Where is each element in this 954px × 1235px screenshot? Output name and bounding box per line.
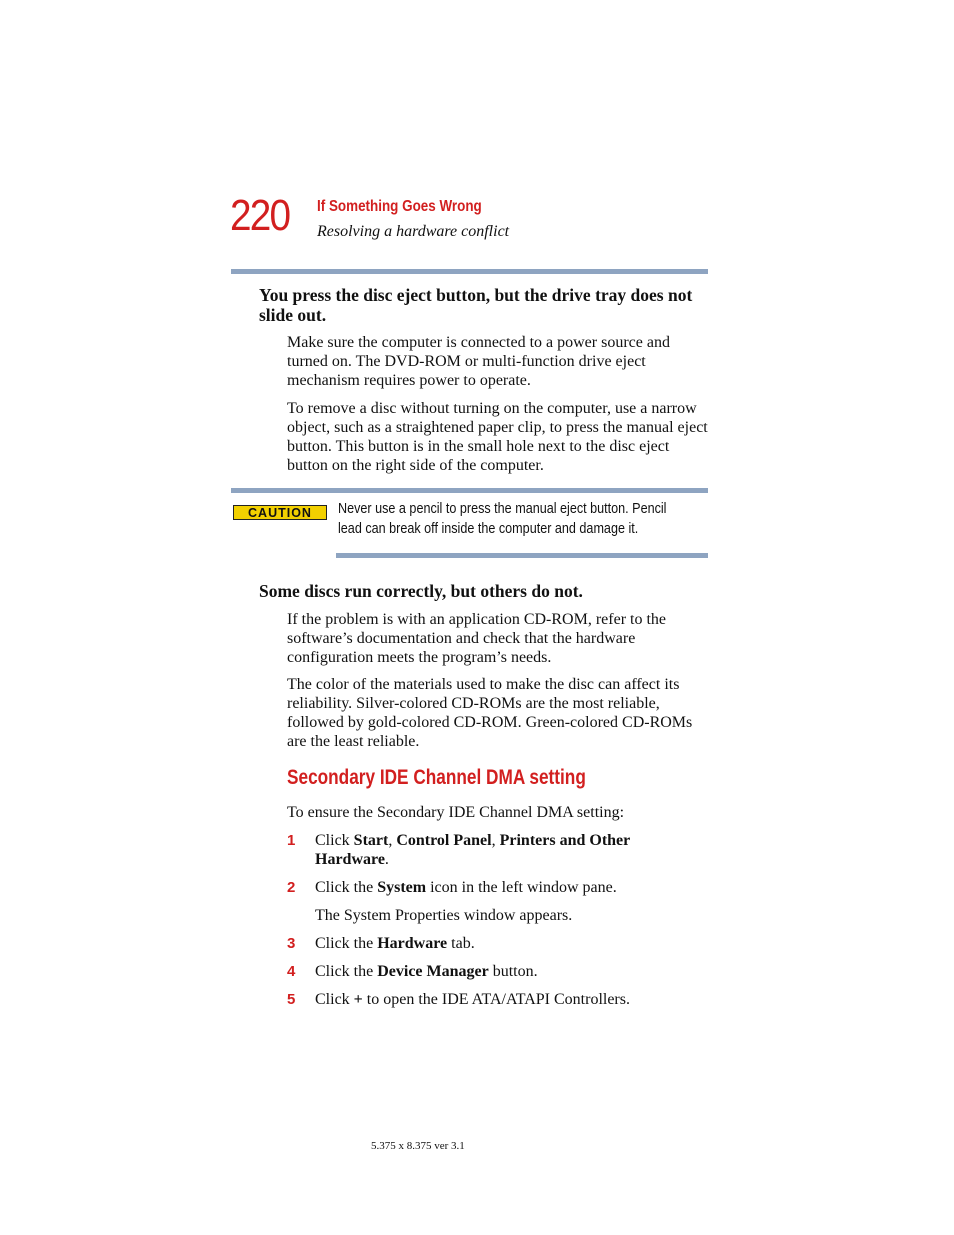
step-text-5: Click + to open the IDE ATA/ATAPI Controllers. bbox=[315, 991, 630, 1008]
caution-bottom-divider bbox=[336, 553, 708, 558]
caution-top-divider bbox=[231, 488, 708, 493]
caution-text: Never use a pencil to press the manual eject button. Pencil lead can break off inside the computer and damage it. bbox=[338, 500, 667, 537]
paragraph-application-cd: If the problem is with an application CD-ROM, refer to the software’s documentation and check that the hardware configuration meets the program’s needs. bbox=[287, 611, 667, 666]
chapter-title: If Something Goes Wrong bbox=[317, 198, 482, 215]
step-text-3: Click the Hardware tab. bbox=[315, 935, 475, 952]
step-text-2: Click the System icon in the left window pane. bbox=[315, 879, 617, 896]
print-footer: 5.375 x 8.375 ver 3.1 bbox=[371, 1140, 465, 1152]
step-number-2: 2 bbox=[287, 879, 296, 896]
step-number-5: 5 bbox=[287, 991, 296, 1008]
section-subtitle: Resolving a hardware conflict bbox=[317, 223, 510, 240]
caution-badge bbox=[233, 505, 327, 520]
paragraph-disc-color: The color of the materials used to make the disc can affect its reliability. Silver-colored CD-ROMs are the most reliable, followed by gold-colored CD-ROM. Green-colored CD-ROMs are the least reliable. bbox=[287, 676, 693, 750]
step-text-1: Click Start, Control Panel, Printers and Other Hardware. bbox=[315, 832, 630, 868]
paragraph-power: Make sure the computer is connected to a power source and turned on. The DVD-ROM or multi-function drive eject mechanism requires power to operate. bbox=[287, 334, 670, 389]
step-number-4: 4 bbox=[287, 963, 296, 980]
step-text-4: Click the Device Manager button. bbox=[315, 963, 538, 980]
section-heading: Secondary IDE Channel DMA setting bbox=[287, 766, 586, 789]
top-divider bbox=[231, 269, 708, 274]
problem-heading-eject: You press the disc eject button, but the drive tray does not slide out. bbox=[259, 285, 693, 325]
step-number-3: 3 bbox=[287, 935, 296, 952]
section-intro: To ensure the Secondary IDE Channel DMA setting: bbox=[287, 804, 625, 821]
problem-heading-discs: Some discs run correctly, but others do not. bbox=[259, 581, 583, 601]
caution-label: CAUTION bbox=[248, 505, 312, 520]
page-number: 220 bbox=[230, 191, 290, 240]
step-2-result: The System Properties window appears. bbox=[315, 907, 573, 924]
step-number-1: 1 bbox=[287, 832, 296, 849]
paragraph-manual-eject: To remove a disc without turning on the computer, use a narrow object, such as a straightened paper clip, to press the manual eject button. This button is in the small hole next to the disc eject button on the right side of the computer. bbox=[287, 400, 708, 474]
